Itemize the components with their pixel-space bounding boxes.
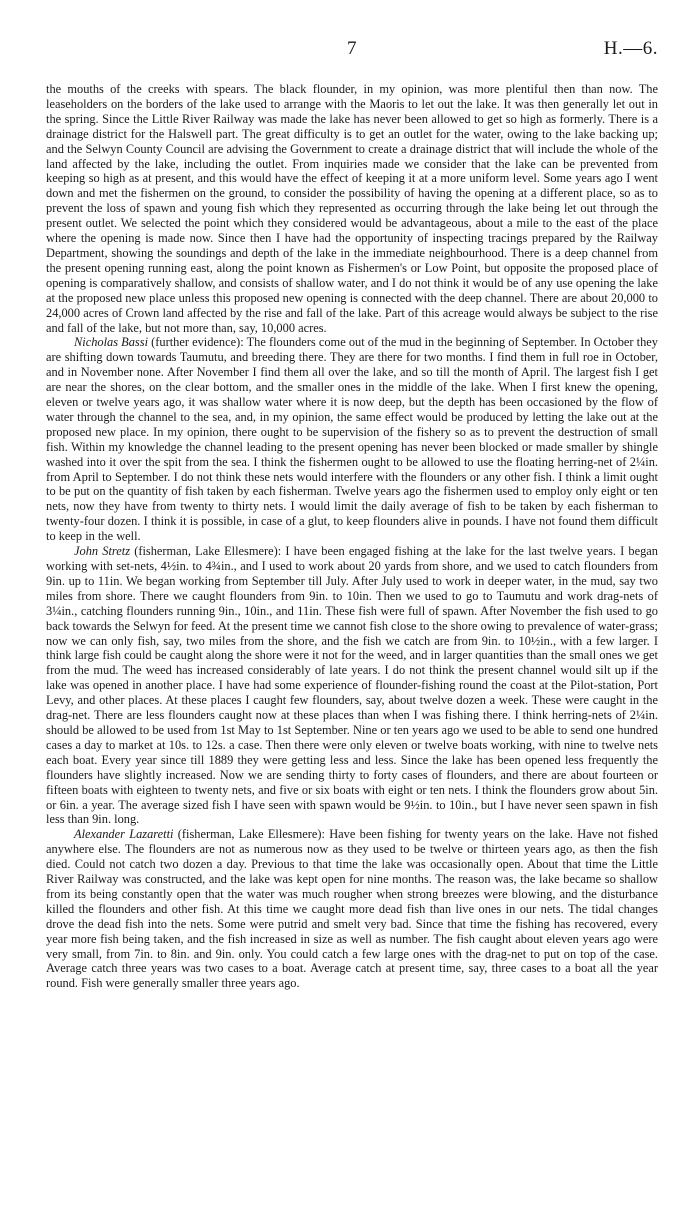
paragraph-text: (fisherman, Lake Ellesmere): I have been engaged fishing at the lake for the last twelve years. I began working with set-nets, 4½in. to 4¾in., and I used to work about 20 yards from shore, and we used to catch flounders from 9in. up to 11in. We began working from September till July. After July used to work in deeper water, in the mud, say two miles from shore. There we caught flounders from 9in. to 10in. Then we used to go to Taumutu and work drag-nets of 3¼in., catching flounders running 9in., 10in., and 11in. These fish were full of spawn. After November the fish used to go back towards the Selwyn for feed. At the present time we cannot fish close to the shore owing to prevalence of water-grass; now we can only fish, say, two miles from the shore, and the fish we catch are from 9in. to 10½in., with a few larger. I think large fish could be caught along the shore were it not for the weed, and in larger quantities than the small ones we get from the mud. The weed has increased considerably of late years. I do not think the present channel would silt up if the lake was opened in another place. I have had some experience of flounder-fishing round the coast at the Pilot-station, Port Levy, and other places. At these places I caught few flounders, say, about twelve dozen a week. These were caught in the drag-net. There are less flounders caught now at these places than when I was fishing there. I think herring-nets of 2¼in. should be allowed to be used from 1st May to 1st September. Nine or ten years ago we used to be able to send one hundred cases a day to market at 10s. to 12s. a case. Then there were only eleven or twelve boats working, with nine to twelve nets each boat. Every year since till 1889 they were getting less and less. Since the lake has been opened less frequently the flounders have slightly increased. Now we are sending thirty to forty cases of flounders, and there are about fourteen or fifteen boats with eighteen to twenty nets, and five or six boats with eight or ten nets. I think the flounders grow about 5in. or 6in. a year. The average sized fish I have seen with spawn would be 9½in. to 10in., but I have never seen spawn in fish less than 9in. long.: [46, 544, 658, 827]
document-page: [46, 38, 658, 991]
paragraph-continuation: [46, 82, 658, 335]
speaker-name: Alexander Lazaretti: [74, 827, 174, 842]
paragraph-text: the mouths of the creeks with spears. The black flounder, in my opinion, was more plentiful then than now. The leaseholders on the borders of the lake used to arrange with the Maoris to let out the lake. It was then generally let out in the spring. Since the Little River Railway was made the lake has never been allowed to get so high as formerly. There is a drainage district for the Halswell part. The great difficulty is to get an outlet for the water, owing to the lake backing up; and the Selwyn County Council are advising the Government to create a drainage district that will include the whole of the land affected by the lake, including the outlet. From inquiries made we consider that the lake can be prevented from keeping so high as at present, and this would have the effect of keeping it at a more uniform level. Some years ago I went down and met the fishermen on the ground, to consider the possibility of having the opening at a different place, so as to prevent the loss of spawn and young fish which they represented as occurring through the lake being let out through the present outlet. We selected the point which they considered would be advantageous, about a mile to the east of the place where the opening is made now. Since then I have had the opportunity of inspecting tracings prepared by the Railway Department, showing the soundings and depth of the lake in the immediate neighbourhood. There is a deep channel from the present opening running east, along the point known as Fishermen's or Low Point, but opposite the proposed place of opening is comparatively shallow, and consists of shallow water, and I do not think it would be of any use opening the lake at the proposed new place unless this proposed new opening is connected with the deep channel. There are about 20,000 to 24,000 acres of Crown land affected by the rise and fall of the lake. Part of this acreage would always be subject to the rise and fall of the lake, but not more than, say, 10,000 acres.: [46, 82, 658, 335]
paragraph-text: (further evidence): The flounders come out of the mud in the beginning of September. In October they are shifting down towards Taumutu, and breeding there. They are there for two months. I find them in full roe in October, and in November none. After November I find them all over the lake, and so till the month of April. The largest fish I get are near the shores, on the clear bottom, and the smaller ones in the middle of the lake. When I first knew the opening, eleven or twelve years ago, it was shallow water where it is now deep, but the depth has been occasioned by the flow of water through the channel to the sea, and, in my opinion, the same effect would be produced by letting the lake out at the proposed new place. In my opinion, there ought to be supervision of the fishery so as to prevent the destruction of small fish. Within my knowledge the channel leading to the present opening has never been blocked or made smaller by shingle washed into it over the spit from the sea. I think the fishermen ought to be allowed to use the floating herring-net of 2¼in. from April to September. I do not think these nets would interfere with the flounders or any other fish. I think a limit ought to be put on the quantity of fish taken by each fisherman. Twelve years ago the fishermen used to employ only eight or ten nets, now they have from twenty to thirty nets. I would limit the daily average of fish to be taken by each fisherman to twenty-four dozen. I think it is possible, in case of a glut, to keep flounders alive in pounds. I have not found them difficult to keep in the well.: [46, 335, 658, 544]
paragraph-text: (fisherman, Lake Ellesmere): Have been fishing for twenty years on the lake. Have not fished anywhere else. The flounders are not as numerous now as they used to be twelve or thirteen years ago, as then the fish died. Could not catch two dozen a day. Previous to that time the lake was occasionally open. About that time the Little River Railway was constructed, and the lake was kept open for nine months. The reason was, the lake became so shallow from its being constantly open that the water was much rougher when strong breezes were blowing, and the disturbance killed the flounders and other fish. At this time we caught more dead fish than live ones in our nets. The tidal changes drove the dead fish into the nets. Some were putrid and smelt very bad. Since that time the fishing has recovered, every year more fish being taken, and the fish increased in size as well as number. The fish caught about eleven years ago were very small, from 7in. to 8in. and 9in. only. You could catch a few large ones with the drag-net to put on top of the case. Average catch three years was two cases to a boat. Average catch at present time, say, three cases to a boat all the year round. Fish were generally smaller three years ago.: [46, 827, 658, 991]
speaker-name: John Stretz: [74, 544, 131, 559]
paragraph-john-stretz: [46, 544, 658, 827]
paragraph-nicholas-bassi: [46, 335, 658, 544]
body-text: [46, 82, 658, 991]
paragraph-alexander-lazaretti: [46, 827, 658, 991]
speaker-name: Nicholas Bassi: [74, 335, 149, 350]
page-number: 7: [347, 38, 357, 59]
page-header: [46, 38, 658, 82]
document-reference: H.—6.: [603, 38, 658, 59]
